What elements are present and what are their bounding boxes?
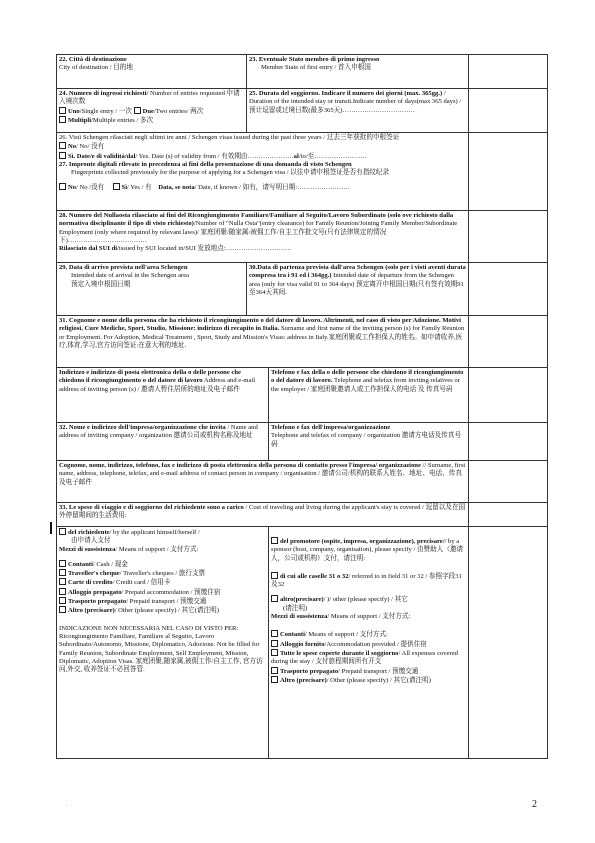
option-multiple-label: Multipli — [68, 116, 92, 124]
option-text: / Prepaid transport / 预缴交通 — [126, 598, 207, 606]
footer-mark: . — [66, 802, 68, 808]
field-26-al: al — [293, 152, 299, 160]
sponsor-option-all-expenses[interactable] — [271, 649, 466, 667]
row-26-27 — [57, 133, 548, 211]
checkbox-other[interactable] — [59, 606, 66, 613]
field-27-yes-text: / Yes / 有 — [127, 184, 152, 192]
option-label: Contanti — [280, 631, 305, 639]
field-33-travel-costs — [57, 503, 469, 527]
note-not-required: INDICAZIONE NON NECESSARIA NEL CASO DI VISTO PER: Ricongiungimento Familiare, Familiare al Seguito, Lavoro Subordinato/Autonomo, Missione, Diplomatico, Adozione. Not be filled for Family Reunion, Subordinate Employment, Self Employment, Mission, Diplomatic, Adoption Visas. 家庭团聚,随家属,被佣工作/自主工作, 官方访问,外交, 收养签证不必回答管. — [59, 624, 263, 674]
option-label: Traveller's cheque — [68, 570, 120, 578]
field-23-title: 23. Eventuale Stato membro di primo ingresso — [249, 56, 380, 63]
field-27-yes-label: Sì — [121, 184, 128, 192]
field-32-phone-subtitle: Telephone and telefax of company / organization 邀请方电话及传真号码 — [271, 432, 462, 448]
option-cash[interactable] — [59, 560, 266, 569]
field-22-title: 22. Città di destinazione — [59, 56, 127, 63]
field-26-no-label: No — [68, 143, 77, 151]
checkbox-sponsor-all-expenses[interactable] — [271, 649, 278, 656]
option-text: / Cash / 现金 — [92, 560, 128, 568]
checkbox-27-yes[interactable] — [113, 183, 120, 190]
empty-cell — [469, 503, 548, 527]
empty-cell — [469, 316, 548, 368]
field-30-departure-date[interactable] — [247, 263, 469, 316]
option-single-text: /Single entry / 一次 — [79, 107, 132, 115]
option-text: / Credit card / 信用卡 — [112, 579, 171, 587]
option-text: / Prepaid accommodation / 预缴住宿 — [121, 588, 221, 596]
field-22-subtitle: City of destination / 目的地 — [59, 64, 133, 72]
field-24-number-of-entries — [57, 89, 247, 133]
option-text: / Other (please specify) / 其它(请注明) — [114, 607, 219, 615]
means-label: Mezzi di sussistenza — [59, 545, 116, 553]
option-multiple-text: /Multiple entries / 多次 — [91, 116, 154, 124]
checkbox-by-sponsor[interactable] — [271, 537, 278, 544]
option-label: Tutte le spese coperte durante il soggiorno — [280, 649, 399, 657]
row-address-phone — [57, 368, 548, 423]
phone-title: Telefono e fax della o delle persone che chiedono il ricongiungimento o del datore di lavoro. — [271, 369, 464, 385]
field-31-title: 31. Cognome e nome della persona che ha richiesto il ricongiungimento o del datore di lavoro. Altrimenti, nel caso di visto per Adozione. Motivi religiosi, Cure Mediche, Sport, Studio, Missione: indirizzo di recapito in Italia. — [59, 317, 462, 333]
row-29-30 — [57, 263, 548, 316]
contact-subtitle: // Surname, first name, address, telephone, telefax, and e-mail address of contact person in company / organisation / 邀请公司/机构的联系人姓名、地址、电话、传真及电子邮件 — [59, 462, 466, 486]
option-travellers-cheque[interactable] — [59, 569, 266, 578]
row-24-25 — [57, 89, 548, 133]
checkbox-fields-31-32[interactable] — [271, 572, 278, 579]
row-28 — [57, 211, 548, 263]
field-31-inviting-person[interactable] — [57, 316, 469, 368]
empty-cell — [469, 527, 548, 759]
field-28-nulla-osta[interactable] — [57, 211, 469, 263]
by-applicant-zh: 由申请人支付 — [71, 537, 111, 545]
option-label: Trasporto prepagato — [280, 667, 339, 675]
means-text: / Means of support / 支付方式: — [115, 545, 199, 553]
field-32-phone-title: Telefono e fax dell'impresa/organizzazione — [271, 424, 391, 431]
field-25-title: 25. Durata del soggiorno. Indicare il numero dei giorni (max. 365gg.) — [249, 90, 443, 97]
option-label: Altro (precisare) — [280, 676, 327, 684]
costs-applicant — [57, 527, 269, 759]
option-credit-card[interactable] — [59, 578, 266, 587]
checkbox-credit-card[interactable] — [59, 578, 66, 585]
empty-cell — [469, 423, 548, 461]
checkbox-sponsor-transport[interactable] — [271, 667, 278, 674]
field-30-subtitle: Intended date of departure from the Schengen area (only for visa valid 91 to 364 days) 预定离开申根国日期(只有签有效期91至364天其间. — [249, 272, 464, 296]
by-sponsor-text: / by a sponsor (host, company, organisation), please specify / 由赞助人（邀请人，公司或机构）支付，请注明: — [271, 538, 464, 562]
empty-cell — [469, 133, 548, 211]
option-two-label: Due — [142, 107, 154, 115]
checkbox-27-no[interactable] — [59, 183, 66, 190]
field-29-sub2: 预定入境申根国日期 — [71, 280, 131, 288]
field-26-subtitle: Schengen visas issued during the past three years / 过去三年获批的申根签证 — [191, 134, 400, 141]
row-31 — [57, 316, 548, 368]
phone-subtitle: Telephone and telefax from inviting relatives or the employer / 家庭团聚邀请人或工作担保人的电话 及 传真号码 — [271, 377, 460, 393]
empty-cell — [469, 368, 548, 423]
field-contact-person[interactable] — [57, 461, 469, 503]
option-text: /Accommodation provided / 提供住宿 — [324, 640, 427, 648]
sponsor-other-text: / )/ other (please specify) / 其它 — [323, 596, 408, 604]
checkbox-26-no[interactable] — [59, 142, 66, 149]
field-26-yes-end: /to/至…………………… — [298, 152, 367, 160]
checkbox-sponsor-accommodation[interactable] — [271, 640, 278, 647]
sponsor-other-label: altro(precisare) — [280, 596, 324, 604]
field-27-no-text: / No /没有 — [76, 184, 105, 192]
option-prepaid-accommodation[interactable] — [59, 588, 266, 597]
field-31-subtitle: Surname and first name of the inviting person (s) for Family Reunion or Employment. For Adoption, Medical Treatment , Sport, Study and Mission's Visas: address in Italy.家庭团聚或工作担保人的姓名。如申请收养,医疗,体育,学习,官方访问签证:在意大利的地址. — [59, 325, 465, 349]
field-33-subtitle: / Cost of traveling and living during the applicant's stay is covered / 逗留以及在国外停留期间的生活费用: — [59, 504, 466, 520]
checkbox-prepaid-transport[interactable] — [59, 597, 66, 604]
sponsor-means-text: / Means of support / 支付方式: — [327, 613, 411, 621]
field-32-company-phone[interactable] — [269, 423, 469, 461]
field-27-date-label: Data, se nota — [158, 184, 195, 192]
field-29-arrival-date[interactable] — [57, 263, 247, 316]
field-26-27-schengen-visas-fingerprints — [57, 133, 469, 211]
field-32-title: 32. Nome e indirizzo dell'impresa/organizzazione che invita — [59, 424, 226, 431]
field-24-subtitle: Number of entries requested 申请入境次数 — [59, 90, 240, 106]
field-27-date-text[interactable]: / Date, if known / 如有，请写明日期:…………………… — [194, 184, 350, 192]
field-25-duration-of-stay[interactable] — [247, 89, 469, 133]
visa-application-form — [56, 54, 548, 759]
option-label: Trasporto prepagato — [68, 598, 127, 606]
option-two-text: /Two entries/ 两次 — [153, 107, 204, 115]
option-label: Altro (precisare) — [68, 607, 115, 615]
field-29-title: 29. Data di arrivo prevista nell'area Schengen — [59, 264, 188, 271]
checkbox-single-entry[interactable] — [59, 107, 66, 114]
field-inviting-phone[interactable] — [269, 368, 469, 423]
field-24-title: 24. Numero di ingressi richiesti/ — [59, 90, 149, 97]
costs-sponsor — [269, 527, 469, 759]
field-26-no-text: / No/ 没有 — [76, 143, 105, 151]
option-label: Alloggio fornito — [280, 640, 325, 648]
sponsor-option-accommodation[interactable] — [271, 640, 466, 649]
field-27-title: 27. Impronte digitali rilevate in precedenza ai fini della presentazione di una domanda di visto Schengen — [59, 160, 352, 168]
by-applicant-text: / by the applicant himself/herself / — [109, 529, 200, 536]
field-26-yes-text: / Yes. Date (s) of validity from / 有效期由………………… — [135, 152, 294, 160]
option-prepaid-transport[interactable] — [59, 597, 266, 606]
field-33-title: 33. Le spese di viaggio e di soggiorno del richiedente sono a carico — [59, 504, 244, 511]
checkbox-sponsor-other-means[interactable] — [271, 676, 278, 683]
field-27-subtitle: Fingerprints collected previously for the purpose of applying for a Schengen visa / 以往申请申根签证是否有指纹纪录 — [71, 169, 390, 177]
field-23-member-state-first-entry[interactable] — [247, 55, 469, 89]
sponsor-option-transport[interactable] — [271, 667, 466, 676]
row-32 — [57, 423, 548, 461]
field-26-yes-label: Sì. Date/e di validità — [68, 152, 125, 160]
checkbox-travellers-cheque[interactable] — [59, 569, 66, 576]
checkbox-by-applicant[interactable] — [59, 528, 66, 535]
option-label: Contanti — [68, 560, 93, 568]
checkbox-two-entries[interactable] — [134, 107, 141, 114]
option-other[interactable] — [59, 606, 266, 615]
checkbox-sponsor-cash[interactable] — [271, 630, 278, 637]
checkbox-prepaid-accommodation[interactable] — [59, 588, 66, 595]
checkbox-multiple-entries[interactable] — [59, 116, 66, 123]
contact-title: Cognome, nome, indirizzo, telefono, fax e indirizzo di posta elettronica della persona di contatto presso l'impresa/ organizzazione — [59, 462, 421, 469]
field-32-subtitle: / Name and address of inviting company / organization 邀请公司或机构名称及地址 — [59, 424, 258, 440]
field-28-issued-label: Rilasciato dal SUI di — [59, 245, 118, 253]
empty-cell — [469, 55, 548, 89]
fields-31-32-label: di cui alle caselle 31 o 32 — [280, 572, 349, 580]
by-sponsor-label: del promotore (ospite, impresa, organizzazione), precisare/ — [280, 538, 445, 545]
field-23-subtitle: Member State of first entry / 首入申根国 — [261, 64, 371, 72]
form-page — [56, 54, 547, 759]
empty-cell — [469, 89, 548, 133]
address-title: Indirizzo e indirizzo di posta elettronica della o delle persone che chiedono il ricongiungimento o del datore di lavoro — [59, 369, 241, 385]
sponsor-option-other[interactable] — [271, 676, 466, 685]
address-subtitle: Address and e-mail address of inviting person (s) / 邀请人暂住居所的地址及电子邮件 — [59, 377, 256, 393]
by-applicant-label: del richiedente — [68, 529, 110, 536]
row-33 — [57, 503, 548, 527]
field-22-city-of-destination[interactable] — [57, 55, 247, 89]
checkbox-sponsor-other[interactable] — [271, 595, 278, 602]
field-27-no-label: No — [68, 184, 77, 192]
checkbox-cash[interactable] — [59, 560, 66, 567]
row-costs-detail — [57, 527, 548, 759]
sponsor-option-cash[interactable] — [271, 630, 466, 639]
option-text: / Prepaid transport / 预缴交通 — [338, 667, 419, 675]
text-cursor — [50, 522, 52, 534]
field-29-sub1: Intended date of arrival in the Schengen area — [71, 272, 190, 280]
field-28-title: 28. Numero del Nullaosta rilasciato ai fini del Ricongiungimento Familiare/Familiare al Seguito/Lavoro Subordinato (solo ove richiesto dalla normativa disciplinante il tipo di visto richiesto) — [59, 212, 454, 228]
field-26-dal: /dal — [124, 152, 136, 160]
row-contact-person — [57, 461, 548, 503]
field-28-issued-text: /issued by SUI located in/SUI 发放地点:………………………… — [117, 245, 292, 253]
empty-cell — [469, 211, 548, 263]
row-22-23 — [57, 55, 548, 89]
field-inviting-address[interactable] — [57, 368, 269, 423]
field-25-subtitle: / Duration of the intended stay or transit.Indicate number of days(max 365 days) / 预计逗留或过境日数(最多365天)…………………………… — [249, 90, 462, 114]
page-number: 2 — [532, 799, 537, 810]
field-30-title: 30.Data di partenza prevista dall'area Schengen (solo per i visti aventi durata compresa tra i 91 ed i 364gg.) — [249, 264, 466, 280]
option-text: / Traveller's cheques / 旅行支票 — [119, 570, 206, 578]
checkbox-26-yes[interactable] — [59, 152, 66, 159]
option-text: / Means of support / 支付方式: — [304, 631, 388, 639]
option-single-label: Uno — [68, 107, 80, 115]
sponsor-means-label: Mezzi di sussistenza — [271, 613, 328, 621]
option-text: / All expenses covered during the stay / 支付旅程期间所有开支 — [271, 649, 458, 666]
option-label: Alloggio prepagato — [68, 588, 122, 596]
field-32-company-name-address[interactable] — [57, 423, 269, 461]
sponsor-other-zh: (请注明) — [283, 604, 308, 612]
option-label: Carte di credito — [68, 579, 113, 587]
option-text: / Other (please specify) / 其它(请注明) — [326, 676, 431, 684]
fields-31-32-text: / referred to in field 31 or 32 / 参照字段31及32 — [271, 572, 462, 589]
field-26-title: 26. Visti Schengen rilasciati negli ultimi tre anni / — [59, 134, 191, 141]
empty-cell — [469, 263, 548, 316]
empty-cell — [469, 461, 548, 503]
field-28-subtitle: /Number of "Nulla Osta"(entry clearance) for Family Reunion/Joining Family Member/Subordinate Employment (only where required by relevant laws)/ 家庭团聚/随家属/被佣工作/自主工作批文号(只有法律规定的情况下)……………………………… — [59, 220, 458, 244]
